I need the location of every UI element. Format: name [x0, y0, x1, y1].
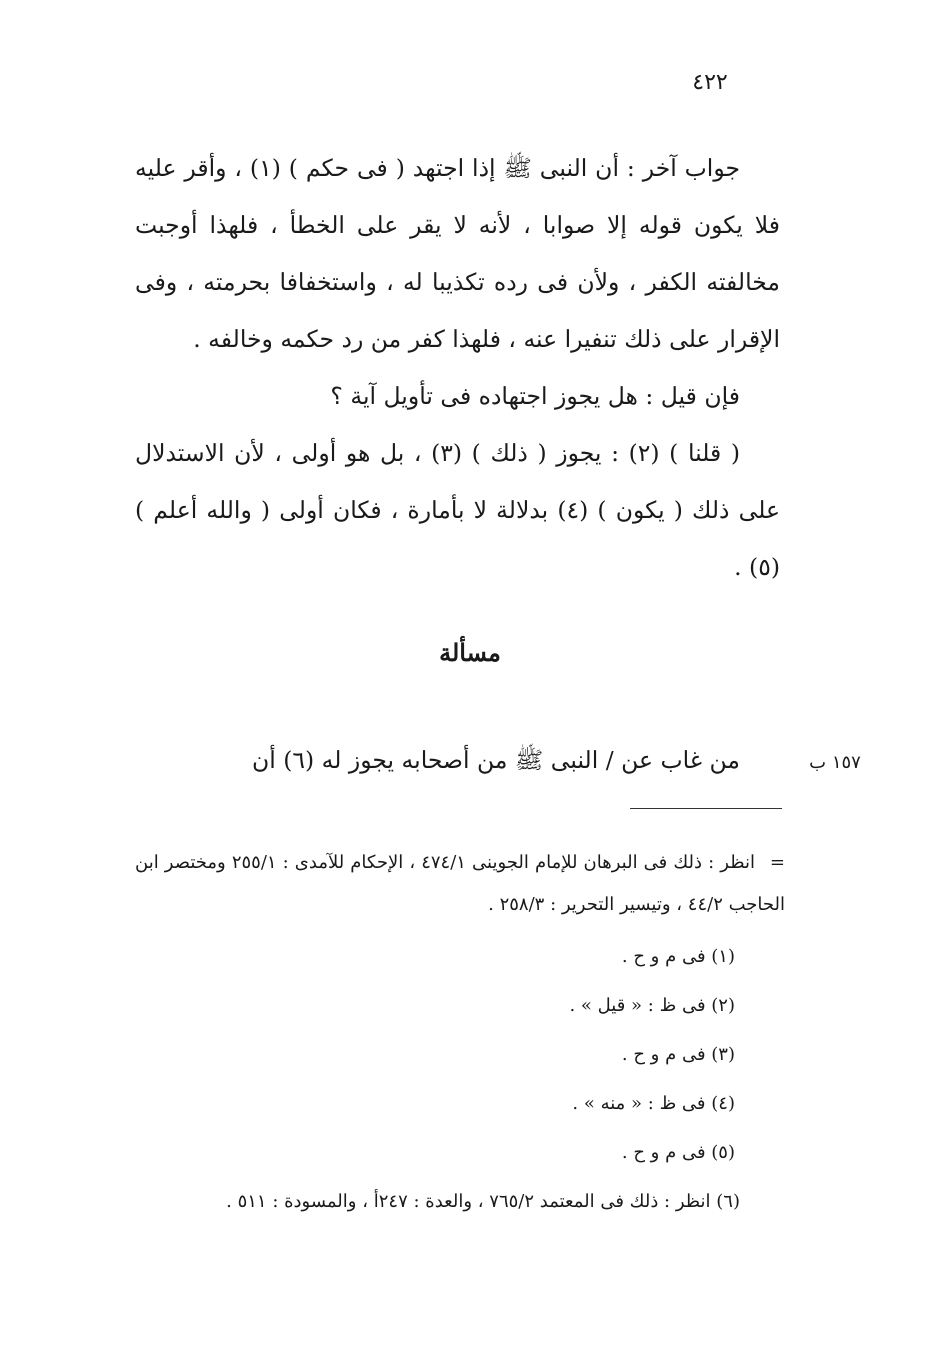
footnote-item: (٦) انظر : ذلك فى المعتمد ٧٦٥/٢ ، والعدة : ٢٤٧أ ، والمسودة : ٥١١ . — [226, 1191, 740, 1212]
footnote-item: (٥) فى م و ح . — [621, 1142, 735, 1163]
body-paragraph-3 — [135, 425, 780, 596]
footnote-continuation — [135, 842, 785, 926]
paragraph-text: جواب آخر : أن النبى ﷺ إذا اجتهد ( فى حكم ) (١) ، وأقر عليه فلا يكون قوله إلا صوابا ، لأنه لا يقر على الخطأ ، فلهذا أوجبت مخالفته الكفر ، ولأن فى رده تكذيبا له ، واستخفافا بحرمته ، وفى الإقرار على ذلك تنفيرا عنه ، فلهذا كفر من رد حكمه وخالفه . — [135, 154, 780, 353]
page-number: ٤٢٢ — [692, 70, 728, 95]
footnote-item: (٣) فى م و ح . — [621, 1044, 735, 1065]
footnote-item: (٢) فى ظ : « قيل » . — [569, 995, 735, 1016]
body-paragraph-1 — [135, 140, 780, 368]
footnote-item: (١) فى م و ح . — [621, 946, 735, 967]
section-heading: مسألة — [439, 638, 501, 667]
footnotes — [135, 842, 785, 1226]
paragraph-text: فإن قيل : هل يجوز اجتهاده فى تأويل آية ؟ — [330, 382, 740, 410]
footnote-continuation-text: انظر : ذلك فى البرهان للإمام الجوينى ٤٧٤/١ ، الإحكام للآمدى : ٢٥٥/١ ومختصر ابن الحاجب ٤٤/٢ ، وتيسير التحرير : ٢٥٨/٣ . — [135, 852, 785, 915]
margin-folio-note: ١٥٧ ب — [809, 752, 861, 773]
continuation-mark: = — [769, 852, 785, 873]
paragraph-text: ( قلنا ) (٢) : يجوز ( ذلك ) (٣) ، بل هو أولى ، لأن الاستدلال على ذلك ( يكون ) (٤) بدلالة لا بأمارة ، فكان أولى ( والله أعلم ) (٥) . — [135, 439, 780, 581]
footnote-item: (٤) فى ظ : « منه » . — [572, 1093, 735, 1114]
footnote-divider — [630, 808, 782, 809]
paragraph-text: من غاب عن / النبى ﷺ من أصحابه يجوز له (٦) أن — [251, 746, 740, 774]
body-paragraph-2 — [135, 368, 780, 425]
section-paragraph — [135, 732, 780, 789]
